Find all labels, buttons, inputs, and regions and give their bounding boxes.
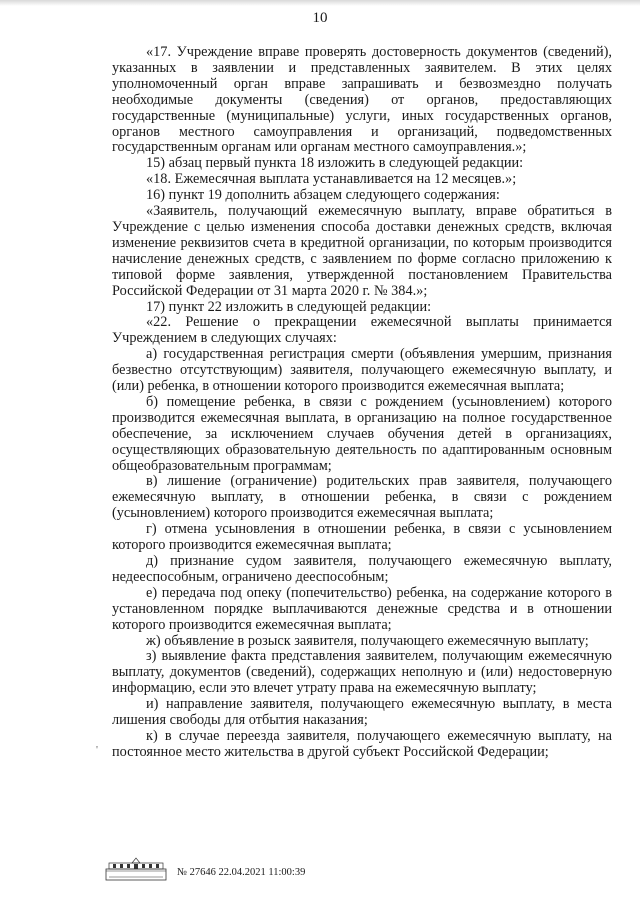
list-item-a: а) государственная регистрация смерти (объявления умершим, признания безвестно отсутствующим) заявителя, получающего ежемесячную выплату, и (или) ребенка, в отношении которого производится ежемесячная выплата;	[112, 346, 612, 395]
list-item-g: г) отмена усыновления в отношении ребенка, в связи с усыновлением которого производится ежемесячная выплата;	[112, 521, 612, 554]
list-item-b: б) помещение ребенка, в связи с рождением (усыновлением) которого производится ежемесячная выплата, в организацию на полное государственное обеспечение, за исключением случаев обучения детей в организациях, осуществляющих образовательную деятельность по адаптированным основным общеобразовательным программам;	[112, 393, 612, 474]
list-item-e: е) передача под опеку (попечительство) ребенка, на содержание которого в установленном порядке выплачиваются денежные средства и в отношении которого производится ежемесячная выплата;	[112, 584, 612, 633]
list-item-i: и) направление заявителя, получающего ежемесячную выплату, в места лишения свободы для отбытия наказания;	[112, 696, 612, 729]
building-seal-icon	[105, 857, 167, 881]
list-item-v: в) лишение (ограничение) родительских прав заявителя, получающего ежемесячную выплату, в отношении ребенка, в связи с рождением (усыновлением) которого производится ежемесячная выплата;	[112, 473, 612, 522]
document-registration-stamp: № 27646 22.04.2021 11:00:39	[177, 867, 306, 878]
paragraph-19-addition: «Заявитель, получающий ежемесячную выплату, вправе обратиться в Учреждение с целью изменения способа доставки денежных средств, включая изменение реквизитов счета в кредитной организации, по которым производится начисление денежных средств, с заявлением по форме согласно приложению к типовой форме заявления, утвержденной постановлением Правительства Российской Федерации от 31 марта 2020 г. № 384.»;	[112, 203, 612, 299]
list-item-zh: ж) объявление в розыск заявителя, получающего ежемесячную выплату;	[146, 632, 589, 649]
list-item-z: з) выявление факта представления заявителем, получающим ежемесячную выплату, документов (сведений), содержащих неполную и (или) недостоверную информацию, если это влечет утрату права на ежемесячную выплату;	[112, 648, 612, 697]
document-body	[112, 45, 612, 761]
page-number: 10	[312, 10, 328, 26]
paragraph-amendment-16: 16) пункт 19 дополнить абзацем следующего содержания:	[146, 187, 500, 204]
paragraph-amendment-17: 17) пункт 22 изложить в следующей редакции:	[146, 298, 432, 315]
paragraph-17-text: «17. Учреждение вправе проверять достоверность документов (сведений), указанных в заявлении и представленных заявителем. В этих целях уполномоченный орган вправе запрашивать и безвозмездно получать необходимые документы (сведения) от органов, предоставляющих государственные (муниципальные) услуги, иных государственных органов, органов местного самоуправления и организаций, подведомственных государственным органам или органам местного самоуправления.»;	[112, 44, 612, 156]
list-item-d: д) признание судом заявителя, получающего ежемесячную выплату, недееспособным, ограничено дееспособным;	[112, 553, 612, 585]
paragraph-22-intro: «22. Решение о прекращении ежемесячной выплаты принимается Учреждением в следующих случаях:	[112, 314, 612, 347]
scan-edge	[0, 0, 640, 6]
footer	[105, 857, 605, 887]
margin-mark: '	[96, 744, 98, 756]
paragraph-amendment-15: 15) абзац первый пункта 18 изложить в следующей редакции:	[146, 155, 524, 172]
paragraph-18-text: «18. Ежемесячная выплата устанавливается на 12 месяцев.»;	[146, 171, 517, 188]
list-item-k: к) в случае переезда заявителя, получающего ежемесячную выплату, на постоянное место жительства в другой субъект Российской Федерации;	[112, 727, 612, 760]
